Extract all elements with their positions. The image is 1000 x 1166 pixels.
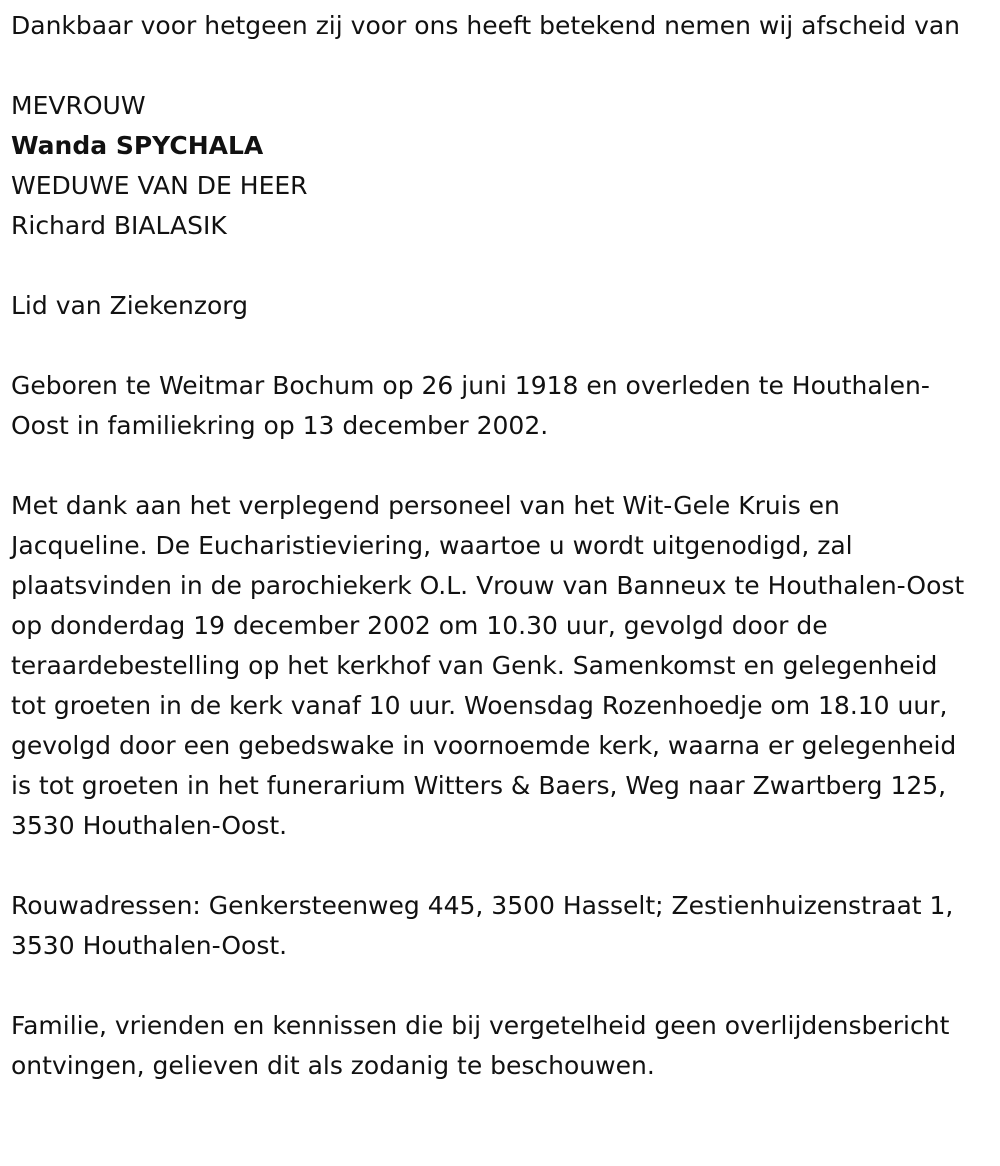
intro-text: Dankbaar voor hetgeen zij voor ons heeft betekend nemen wij afscheid van <box>11 11 961 40</box>
deceased-name: Wanda SPYCHALA <box>11 131 264 160</box>
service-details: Met dank aan het verplegend personeel van het Wit-Gele Kruis en Jacqueline. De Eucharistieviering, waartoe u wordt uitgenodigd, zal plaatsvinden in de parochiekerk O.L. Vrouw van Banneux te Houthalen-Oost op donderdag 19 december 2002 om 10.30 uur, gevolgd door de teraardebestelling op het kerkhof van Genk. Samenkomst en gelegenheid tot groeten in de kerk vanaf 10 uur. Woensdag Rozenhoedje om 18.10 uur, gevolgd door een gebedswake in voornoemde kerk, waarna er gelegenheid is tot groeten in het funerarium Witters & Baers, Weg naar Zwartberg 125, 3530 Houthalen-Oost. <box>11 491 965 840</box>
membership-text: Lid van Ziekenzorg <box>11 291 248 320</box>
deceased-name-block <box>11 86 978 246</box>
honorific: MEVROUW <box>11 91 146 120</box>
closing-text: Familie, vrienden en kennissen die bij vergetelheid geen overlijdensbericht ontvingen, gelieven dit als zodanig te beschouwen. <box>11 1011 950 1080</box>
relation-text: WEDUWE VAN DE HEER <box>11 171 308 200</box>
spouse-name: Richard BIALASIK <box>11 211 227 240</box>
mourning-addresses: Rouwadressen: Genkersteenweg 445, 3500 Hasselt; Zestienhuizenstraat 1, 3530 Houthalen-Oost. <box>11 891 954 960</box>
birth-death-text: Geboren te Weitmar Bochum op 26 juni 1918 en overleden te Houthalen-Oost in familiekring op 13 december 2002. <box>11 371 930 440</box>
